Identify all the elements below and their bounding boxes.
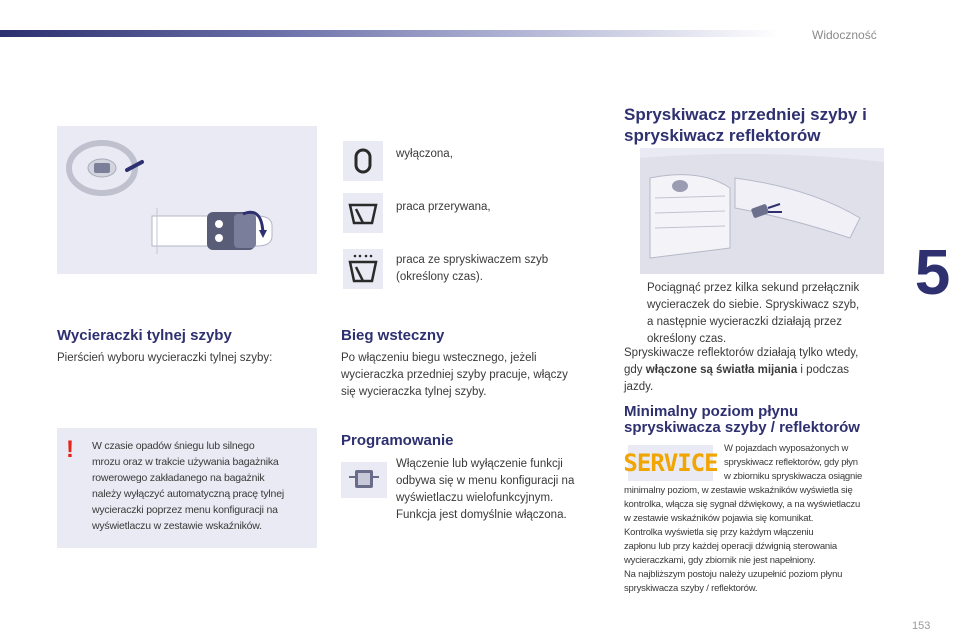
note-line: rowerowego zakładanego na bagażnik	[92, 472, 265, 484]
fluid-text	[624, 484, 904, 596]
fluid-title-line1: Minimalny poziom płynu	[624, 403, 799, 420]
washer-para-bold: włączone są światła mijania	[645, 364, 798, 376]
washer-instruction-line: określony czas.	[647, 333, 727, 345]
fluid-line: spryskiwacza szyby / reflektorów.	[624, 583, 758, 594]
washer-instruction-line: Pociągnąć przez kilka sekund przełącznik	[647, 282, 860, 294]
washer-instruction	[647, 280, 897, 348]
snow-warning-text	[92, 438, 314, 534]
programming-line: Funkcja jest domyślnie włączona.	[396, 509, 567, 521]
rear-wiper-intermittent-icon	[343, 193, 383, 233]
service-warning-icon	[623, 445, 718, 481]
washer-instruction-line: a następnie wycieraczki działają przez	[647, 316, 842, 328]
rear-wiper-text: Pierścień wyboru wycieraczki tylnej szyby:	[57, 352, 273, 364]
rear-wiper-mode-washer	[396, 252, 548, 286]
rear-wiper-mode-intermittent: praca przerywana,	[396, 201, 491, 213]
fluid-line: wycieraczkami, gdy zbiornik nie jest napełniony.	[624, 555, 816, 566]
note-line: należy wyłączyć automatyczną pracę tylnej	[92, 488, 284, 500]
rear-wiper-mode-off: wyłączona,	[396, 148, 453, 160]
rear-wiper-mode-washer-line2: (określony czas).	[396, 271, 483, 283]
programming-line: Włączenie lub wyłączenie funkcji	[396, 458, 563, 470]
reverse-line: Po włączeniu biegu wstecznego, jeżeli	[341, 352, 537, 364]
fluid-side-line: spryskiwacz reflektorów, gdy płyn	[724, 457, 858, 468]
section-title: Widoczność	[812, 28, 877, 42]
washer-title-line1: Spryskiwacz przedniej szyby i	[624, 105, 867, 124]
washer-title-line2: spryskiwacz reflektorów	[624, 126, 821, 145]
note-line: W czasie opadów śniegu lub silnego	[92, 440, 255, 452]
rear-wiper-washer-icon	[343, 249, 383, 289]
rear-wiper-title: Wycieraczki tylnej szyby	[57, 327, 232, 344]
programming-text	[396, 456, 601, 524]
fluid-line: Kontrolka wyświetla się przy każdym włączeniu	[624, 527, 814, 538]
programming-line: odbywa się w menu konfiguracji na	[396, 475, 575, 487]
headlight-washer-drawing	[640, 148, 884, 274]
washer-paragraph-line3: jazdy.	[624, 381, 654, 393]
washer-paragraph	[624, 345, 894, 396]
washer-title	[624, 104, 904, 146]
chapter-number: 5	[914, 236, 951, 308]
fluid-line: zapłonu lub przy każdej operacji dźwignią sterowania	[624, 541, 837, 552]
wiper-stalk-drawing	[57, 126, 317, 274]
washer-paragraph-line1: Spryskiwacze reflektorów działają tylko wtedy,	[624, 347, 859, 359]
reverse-text	[341, 350, 601, 401]
note-line: wycieraczki poprzez menu konfiguracji na	[92, 504, 278, 516]
page-number: 153	[912, 620, 931, 632]
fluid-line: w zestawie wskaźników pojawia się komunikat.	[624, 513, 814, 524]
fluid-line: Na najbliższym postoju należy uzupełnić poziom płynu	[624, 569, 843, 580]
header-bar	[0, 30, 780, 37]
rear-wiper-off-icon	[343, 141, 383, 181]
washer-paragraph-line2	[624, 362, 894, 379]
washer-instruction-line: wycieraczek do siebie. Spryskiwacz szyb,	[647, 299, 860, 311]
fluid-side-line: w zbiorniku spryskiwacza osiągnie	[724, 471, 863, 482]
fluid-side-line: W pojazdach wyposażonych w	[724, 443, 849, 454]
fluid-title	[624, 404, 860, 436]
service-label: SERVICE	[623, 449, 718, 477]
reverse-line: wycieraczka przedniej szyby pracuje, włączy	[341, 369, 568, 381]
warning-exclamation-icon: !	[66, 436, 74, 463]
fluid-title-line2: spryskiwacza szyby / reflektorów	[624, 419, 860, 436]
fluid-line: minimalny poziom, w zestawie wskaźników wyświetla się	[624, 485, 853, 496]
fluid-side-text	[724, 442, 894, 484]
rear-wiper-mode-washer-line1: praca ze spryskiwaczem szyb	[396, 254, 549, 266]
reverse-title: Bieg wsteczny	[341, 327, 445, 344]
wiper-stalk-illustration	[57, 126, 317, 274]
programming-title: Programowanie	[341, 432, 454, 449]
washer-para-suffix: i podczas	[797, 364, 850, 376]
programming-line: wyświetlaczu wielofunkcyjnym.	[396, 492, 554, 504]
headlight-washer-illustration	[640, 148, 884, 274]
note-line: mrozu oraz w trakcie używania bagażnika	[92, 456, 279, 468]
multifunction-display-icon	[341, 462, 387, 498]
note-line: wyświetlaczu w zestawie wskaźników.	[92, 520, 262, 532]
fluid-line: kontrolka, włącza się sygnał dźwiękowy, a na wyświetlaczu	[624, 499, 861, 510]
reverse-line: się wycieraczka tylnej szyby.	[341, 386, 487, 398]
washer-para-prefix: gdy	[624, 364, 646, 376]
